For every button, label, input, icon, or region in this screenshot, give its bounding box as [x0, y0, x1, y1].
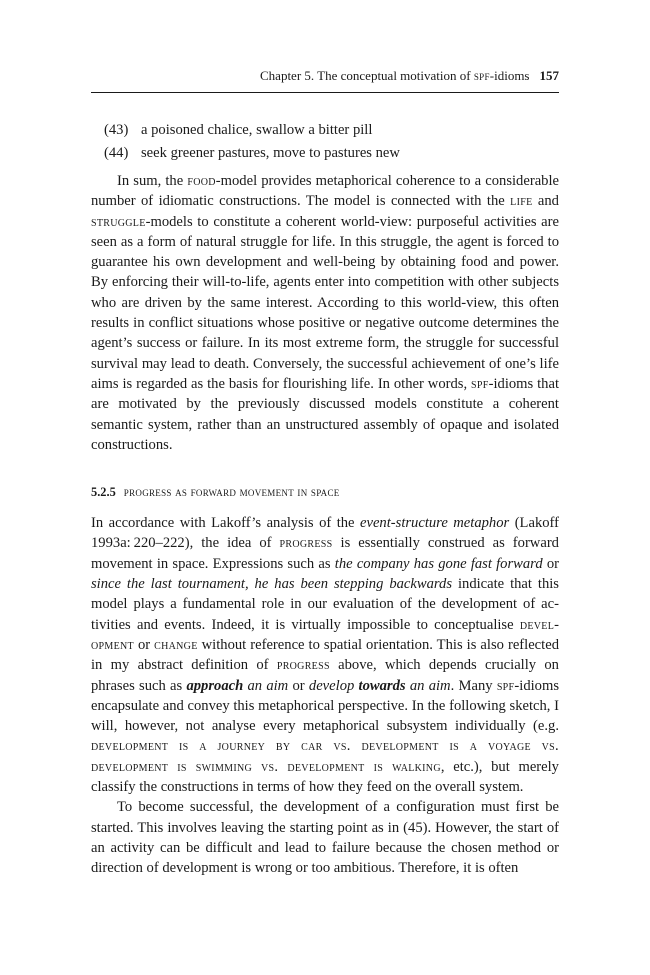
paragraph-progress: In accordance with Lakoff’s analysis of the event-structure metaphor (Lakoff 1993a: 220–222), the idea of progress is essentially construed as forward movement in space. Expressions such as the company has gone fast forward or since the last tournament, he has been stepping backwards indicate that this model plays a fundamental role in our evaluation of the development of activities and events. Indeed, it is virtually impossible to conceptualise development or change without reference to spatial orientation. This is also reflected in my abstract definition of progress above, which depends crucially on phrases such as approach an aim or develop towards an aim. Many spf-idioms encapsulate and convey this metaphorical perspective. In the following sketch, I will, however, not analyse every metaphorical subsystem individually (e.g. development is a journey by car vs. development is a voyage vs. development is swimming vs. development is walking, etc.), but merely classify the constructions in terms of how they feed on the overall system. — [91, 515, 560, 796]
page-number: 157 — [539, 68, 559, 83]
paragraph-summary: In sum, the food-model provides metaphorical coherence to a considerable number of idiomatic constructions. The model is connected with the life and struggle-models to constitute a coherent world-view: purposeful activities are seen as a form of natural struggle for life. In this struggle, the agent is forced to guarantee his own development and well-being by obtaining food and power. By enforcing their will-to-life, agents enter into competition with other subjects who are driven by the same interest. According to this world-view, this often results in conflict situations whose positive or negative outcome determines the agent’s success or failure. In its most extreme form, the struggle for successful survival may lead to death. Conversely, the successful achievement of one’s life aims is regarded as the basis for flourishing life. In other words, spf-idioms that are motivated by the previously discussed models constitute a coherent semantic system, rather than an unstructured assembly of opaque and isolated constructions. — [91, 173, 559, 453]
running-head-chapter: Chapter 5. The conceptual motivation of spf-idioms — [260, 68, 530, 83]
section-number: 5.2.5 — [91, 485, 116, 500]
section-heading — [91, 482, 559, 502]
example-item — [91, 119, 559, 142]
example-item — [91, 142, 559, 165]
page — [91, 68, 559, 879]
example-number: (43) — [104, 122, 129, 138]
section-title: progress as forward movement in space — [123, 485, 340, 500]
example-list — [91, 119, 559, 165]
paragraph-development: To become successful, the development of a configuration must first be started. This involves leaving the starting point as in (45). However, the start of an activity can be difficult and lead to failure because the chosen method or direction of development is wrong or too ambitious. Therefore, it is often — [91, 799, 559, 877]
example-text: seek greener pastures, move to pastures new — [141, 145, 400, 161]
example-number: (44) — [104, 145, 129, 161]
running-head — [91, 68, 559, 93]
example-text: a poisoned chalice, swallow a bitter pill — [141, 122, 373, 138]
